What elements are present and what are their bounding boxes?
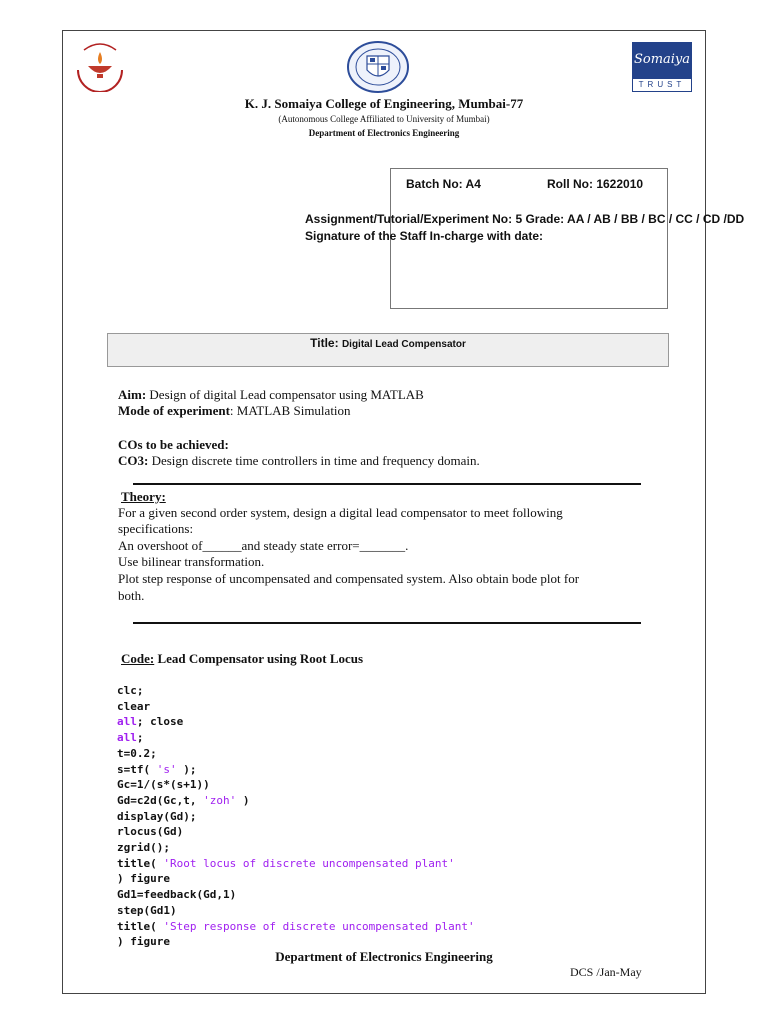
theory-line: Plot step response of uncompensated and compensated system. Also obtain bode plot for	[118, 571, 580, 586]
code-line	[117, 715, 183, 728]
code-line	[117, 872, 170, 885]
code-line	[117, 747, 157, 760]
code-token: step(Gd1)	[117, 903, 177, 917]
code-token: rlocus(Gd)	[117, 825, 184, 839]
code-line	[117, 684, 144, 697]
code-line	[117, 778, 210, 791]
code-token: s=tf(	[117, 762, 157, 776]
department-header: Department of Electronics Engineering	[308, 128, 460, 138]
batch-number: Batch No: A4	[406, 177, 481, 191]
code-token: title(	[117, 919, 164, 933]
title-label: Title:	[310, 336, 339, 350]
code-token: ) figure	[117, 935, 170, 949]
code-token: );	[176, 762, 197, 776]
theory-line: Use bilinear transformation.	[118, 554, 265, 569]
experiment-title	[107, 336, 669, 350]
divider-top	[133, 483, 641, 485]
code-token: Gd1=feedback(Gd,1)	[117, 888, 237, 902]
college-name: K. J. Somaiya College of Engineering, Mumbai-77	[244, 96, 524, 111]
code-token: )	[236, 793, 250, 807]
course-footer: DCS /Jan-May	[570, 965, 642, 979]
code-token: clear	[117, 699, 151, 713]
code-line	[117, 841, 170, 854]
code-token: zgrid();	[117, 841, 170, 854]
co3-line: CO3: Design discrete time controllers in time and frequency domain.	[118, 453, 480, 468]
code-token: ; close	[136, 715, 184, 729]
department-footer: Department of Electronics Engineering	[275, 949, 493, 964]
aim: Aim: Design of digital Lead compensator using MATLAB	[118, 387, 424, 402]
mode-of-experiment: Mode of experiment: MATLAB Simulation	[118, 403, 351, 418]
affiliation: (Autonomous College Affiliated to University of Mumbai)	[278, 114, 490, 124]
code-line	[117, 794, 249, 807]
assignment-grade-line: Assignment/Tutorial/Experiment No: 5 Grade: AA / AB / BB / BC / CC / CD /DD	[305, 212, 745, 226]
code-line	[117, 731, 144, 744]
code-token: Gd=c2d(Gc,t,	[117, 793, 204, 807]
staff-signature-line: Signature of the Staff In-charge with date:	[305, 229, 544, 243]
theory-line: both.	[118, 588, 145, 603]
code-token: ) figure	[117, 872, 170, 886]
code-token: display(Gd);	[117, 809, 197, 823]
code-line	[117, 920, 475, 933]
theory-heading: Theory:	[121, 489, 166, 504]
code-line	[117, 825, 183, 838]
divider-bottom	[133, 622, 641, 624]
code-token: t=0.2;	[117, 746, 157, 760]
code-token-str: 'Step response of discrete uncompensated plant'	[163, 919, 475, 933]
code-line	[117, 935, 170, 948]
code-heading: Code: Lead Compensator using Root Locus	[121, 651, 364, 666]
code-token-str: 'zoh'	[203, 793, 237, 807]
code-line	[117, 904, 177, 917]
theory-line: An overshoot of______and steady state error=_______.	[118, 538, 409, 553]
code-line	[117, 810, 196, 823]
somaiya-trust-logo: Somaiya TRUST	[632, 42, 692, 92]
roll-number: Roll No: 1622010	[547, 177, 644, 191]
code-token: ;	[136, 731, 144, 745]
code-line	[117, 700, 150, 713]
code-token: title(	[117, 856, 164, 870]
title-value: Digital Lead Compensator	[341, 339, 466, 350]
code-token-kw: all	[117, 731, 137, 745]
code-token: clc;	[117, 684, 144, 697]
theory-line: For a given second order system, design a digital lead compensator to meet following	[118, 505, 563, 520]
code-line	[117, 857, 455, 870]
somaiya-vidyavihar-logo	[70, 40, 130, 92]
code-token-str: 'Root locus of discrete uncompensated plant'	[163, 856, 455, 870]
code-line	[117, 763, 197, 776]
college-crest-logo	[345, 40, 411, 94]
theory-line: specifications:	[118, 521, 194, 536]
code-token-str: 's'	[156, 762, 177, 776]
cos-heading: COs to be achieved:	[118, 437, 229, 452]
code-line	[117, 888, 236, 901]
code-token: Gc=1/(s*(s+1))	[117, 778, 210, 792]
code-token-kw: all	[117, 715, 137, 729]
